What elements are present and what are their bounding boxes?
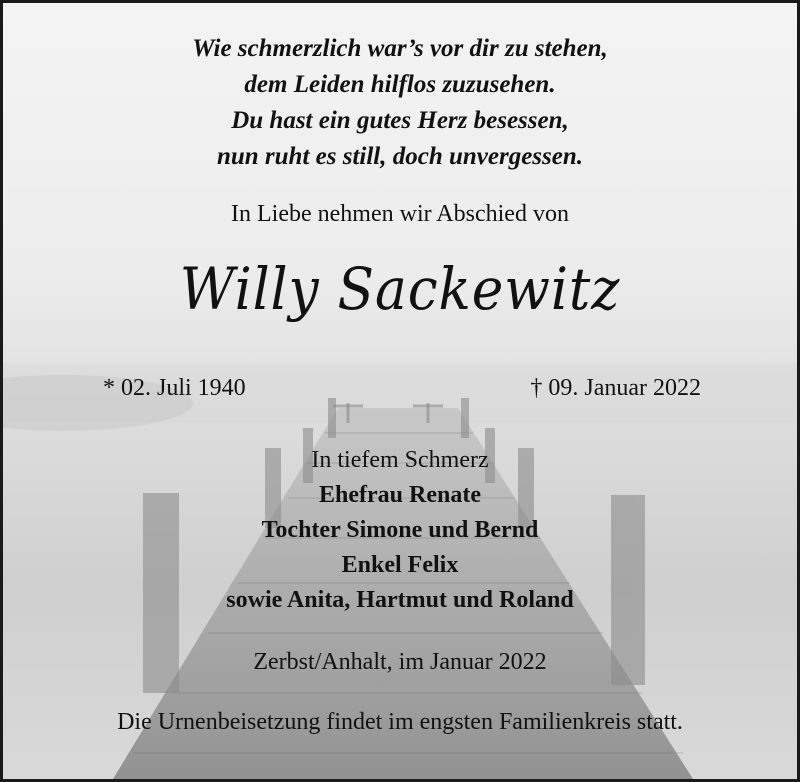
poem-line-1: Wie schmerzlich war’s vor dir zu stehen, — [192, 35, 608, 62]
mourner-line: Enkel Felix — [341, 552, 459, 578]
poem-line-4: nun ruht es still, doch unvergessen. — [216, 143, 584, 170]
place-and-date: Zerbst/Anhalt, im Januar 2022 — [253, 649, 547, 675]
poem-line-2: dem Leiden hilflos zuzusehen. — [244, 71, 556, 98]
burial-note: Die Urnenbeisetzung findet im engsten Familienkreis statt. — [117, 709, 683, 735]
mourner-line: sowie Anita, Hartmut und Roland — [226, 587, 574, 613]
death-date: † 09. Januar 2022 — [530, 375, 701, 401]
farewell-intro: In Liebe nehmen wir Abschied von — [231, 201, 569, 227]
deceased-name: Willy Sackewitz — [179, 255, 621, 323]
mourner-line: Tochter Simone und Bernd — [261, 517, 539, 543]
mourner-line: Ehefrau Renate — [319, 482, 481, 508]
mourners-heading: In tiefem Schmerz — [311, 447, 489, 473]
poem-line-3: Du hast ein gutes Herz besessen, — [231, 107, 569, 134]
birth-date: * 02. Juli 1940 — [103, 375, 246, 401]
